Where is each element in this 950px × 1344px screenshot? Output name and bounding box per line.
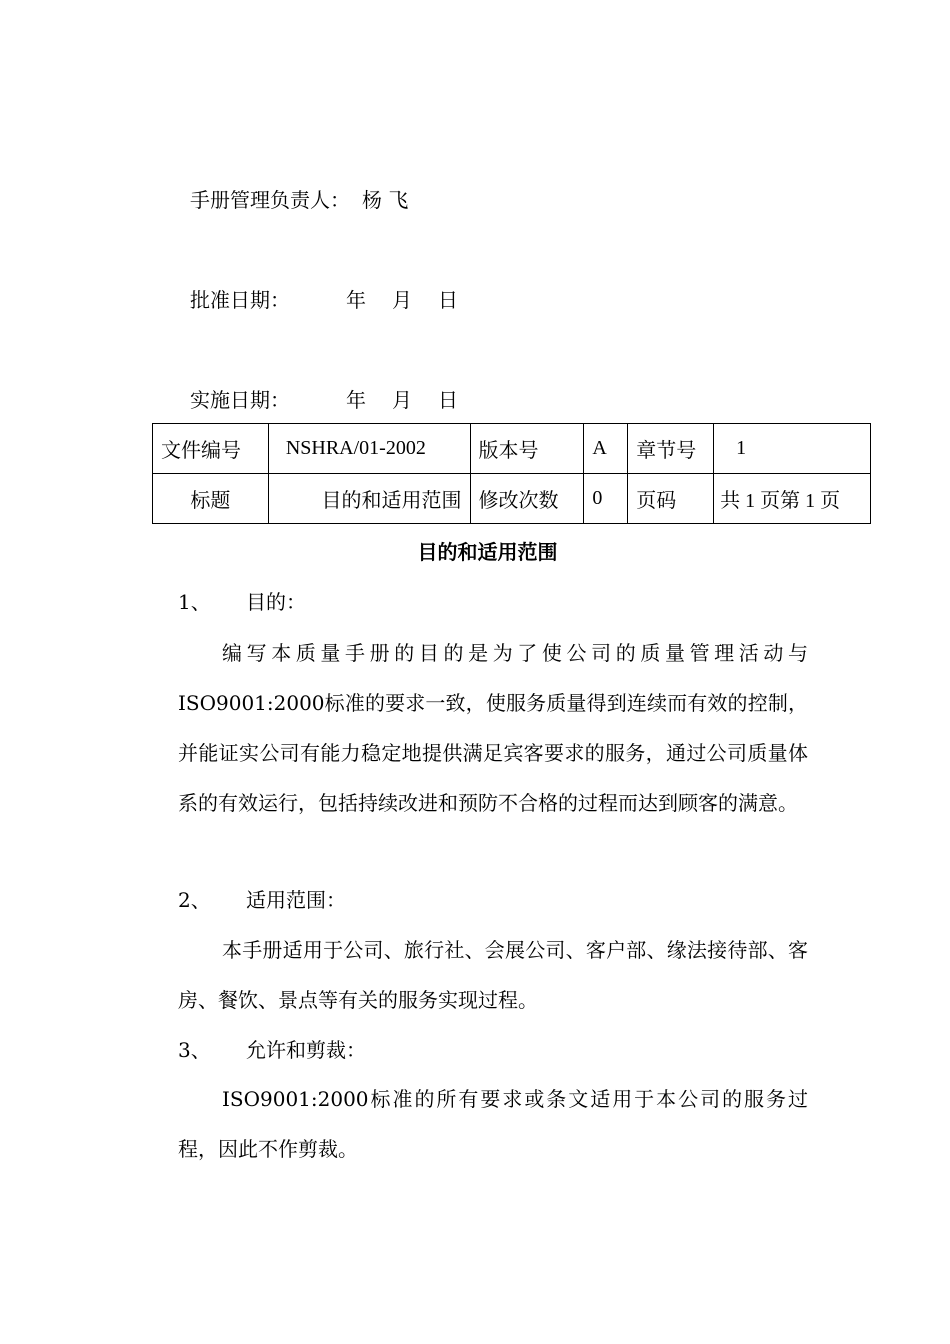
approval-date-line <box>190 288 458 312</box>
manager-name: 杨 飞 <box>362 188 409 212</box>
item-title-3: 允许和剪裁： <box>246 1038 366 1062</box>
title-value: 目的和适用范围 <box>268 474 470 524</box>
item-title-1: 目的： <box>246 590 306 614</box>
effective-date-label: 实施日期： <box>190 388 290 412</box>
item-number-3: 3、 <box>178 1038 211 1062</box>
doc-no-label: 文件编号 <box>153 424 269 474</box>
effective-date-line <box>190 388 458 412</box>
item-paragraph-3: ISO9001:2000标准的所有要求或条文适用于本公司的服务过程，因此不作剪裁。 <box>178 1087 808 1161</box>
effective-month: 月 <box>392 388 412 412</box>
chapter-value: 1 <box>714 424 871 474</box>
page-value: 共 1 页第 1 页 <box>714 474 871 524</box>
chapter-label: 章节号 <box>628 424 714 474</box>
approval-day: 日 <box>438 288 458 312</box>
page-label: 页码 <box>628 474 714 524</box>
title-label: 标题 <box>153 474 269 524</box>
doc-no-value: NSHRA/01-2002 <box>268 424 470 474</box>
item-number-2: 2、 <box>178 888 211 912</box>
effective-year: 年 <box>346 388 366 412</box>
version-value: A <box>584 424 628 474</box>
document-info-table <box>152 423 871 524</box>
approval-date-label: 批准日期： <box>190 288 290 312</box>
item-paragraph-1: 编写本质量手册的目的是为了使公司的质量管理活动与ISO9001:2000标准的要求一致，使服务质量得到连续而有效的控制，并能证实公司有能力稳定地提供满足宾客要求的服务，通过公司质量体系的有效运行，包括持续改进和预防不合格的过程而达到顾客的满意。 <box>178 641 808 815</box>
section-title: 目的和适用范围 <box>417 540 558 564</box>
item-heading-1 <box>178 590 306 614</box>
table-row <box>153 474 871 524</box>
effective-day: 日 <box>438 388 458 412</box>
item-heading-3 <box>178 1038 366 1062</box>
manager-label: 手册管理负责人： <box>190 188 350 212</box>
revision-label: 修改次数 <box>470 474 584 524</box>
approval-month: 月 <box>392 288 412 312</box>
item-number-1: 1、 <box>178 590 211 614</box>
table-row <box>153 424 871 474</box>
version-label: 版本号 <box>470 424 584 474</box>
item-title-2: 适用范围： <box>246 888 346 912</box>
approval-year: 年 <box>346 288 366 312</box>
manager-line <box>190 188 408 212</box>
item-paragraph-2: 本手册适用于公司、旅行社、会展公司、客户部、缘法接待部、客房、餐饮、景点等有关的服务实现过程。 <box>178 938 808 1012</box>
revision-value: 0 <box>584 474 628 524</box>
item-heading-2 <box>178 888 346 912</box>
